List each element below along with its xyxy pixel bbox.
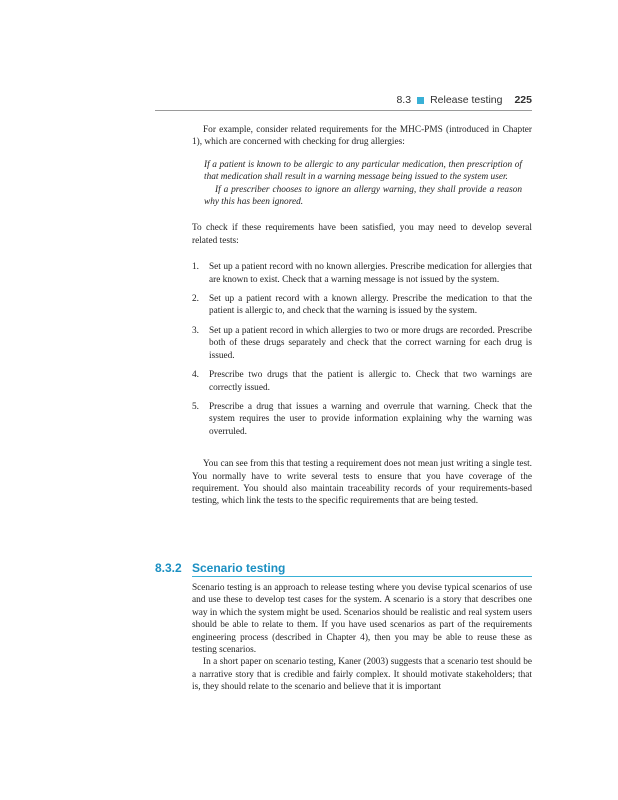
list-item-number: 3.	[192, 325, 199, 336]
list-item-text: Prescribe a drug that issues a warning and overrule that warning. Check that the system requires the user to provide information explaining why the warning was overruled.	[209, 401, 532, 437]
header-section-title: Release testing	[430, 94, 503, 106]
running-header	[155, 94, 532, 106]
scenario-paragraph-1: Scenario testing is an approach to release testing where you devise typical scenarios of use and use these to develop test cases for the system. A scenario is a story that describes one way in which the system might be used. Scenarios should be realistic and real system users should be able to relate to them. If you have used scenarios as part of the requirements engineering process (described in Chapter 4), then you may be able to reuse these as testing scenarios.	[192, 583, 532, 656]
section-text	[192, 582, 532, 694]
list-item-number: 1.	[192, 262, 199, 273]
section-divider	[192, 576, 532, 577]
list-item	[192, 325, 532, 362]
section-title: Scenario testing	[192, 561, 286, 575]
list-item-text: Set up a patient record with no known allergies. Prescribe medication for allergies that are known to exist. Check that a warning message is not issued by the system.	[209, 262, 532, 285]
list-item	[192, 261, 532, 286]
conclusion-paragraph: You can see from this that testing a requirement does not mean just writing a single test. You normally have to write several tests to ensure that you have coverage of the requirement. You should also maintain traceability records of your requirements-based testing, which link the tests to the specific requirements that are being tested.	[192, 459, 532, 507]
list-item-number: 2.	[192, 294, 199, 305]
check-paragraph: To check if these requirements have been satisfied, you may need to develop several related tests:	[192, 223, 532, 246]
section-number: 8.3.2	[155, 561, 182, 575]
header-divider	[155, 110, 532, 111]
list-item-text: Prescribe two drugs that the patient is allergic to. Check that two warnings are correctly issued.	[209, 370, 532, 393]
list-item-number: 5.	[192, 401, 199, 412]
quote-paragraph-1: If a patient is known to be allergic to any particular medication, then prescription of that medication shall result in a warning message being issued to the system user.	[204, 159, 522, 183]
square-bullet-icon	[417, 97, 424, 104]
intro-paragraph: For example, consider related requirements for the MHC-PMS (introduced in Chapter 1), which are concerned with checking for drug allergies:	[192, 125, 532, 148]
quote-paragraph-2: If a prescriber chooses to ignore an allergy warning, they shall provide a reason why this has been ignored.	[204, 184, 522, 208]
test-list	[192, 261, 532, 438]
list-item	[192, 369, 532, 394]
list-item	[192, 293, 532, 318]
page-number: 225	[514, 94, 532, 106]
list-item	[192, 401, 532, 438]
section-heading	[155, 561, 532, 575]
requirements-quote	[204, 159, 522, 209]
list-item-number: 4.	[192, 370, 199, 381]
list-item-text: Set up a patient record with a known allergy. Prescribe the medication to that the patient is allergic to, and check that the warning is issued by the system.	[209, 294, 532, 317]
main-text	[192, 124, 532, 508]
list-item-text: Set up a patient record in which allergies to two or more drugs are recorded. Prescribe both of these drugs separately and check that the correct warning for each drug is issued.	[209, 325, 532, 361]
scenario-paragraph-2: In a short paper on scenario testing, Kaner (2003) suggests that a scenario test should be a narrative story that is credible and fairly complex. It should motivate stakeholders; that is, they should relate to the scenario and believe that it is important	[192, 657, 532, 693]
header-section-number: 8.3	[396, 94, 412, 106]
